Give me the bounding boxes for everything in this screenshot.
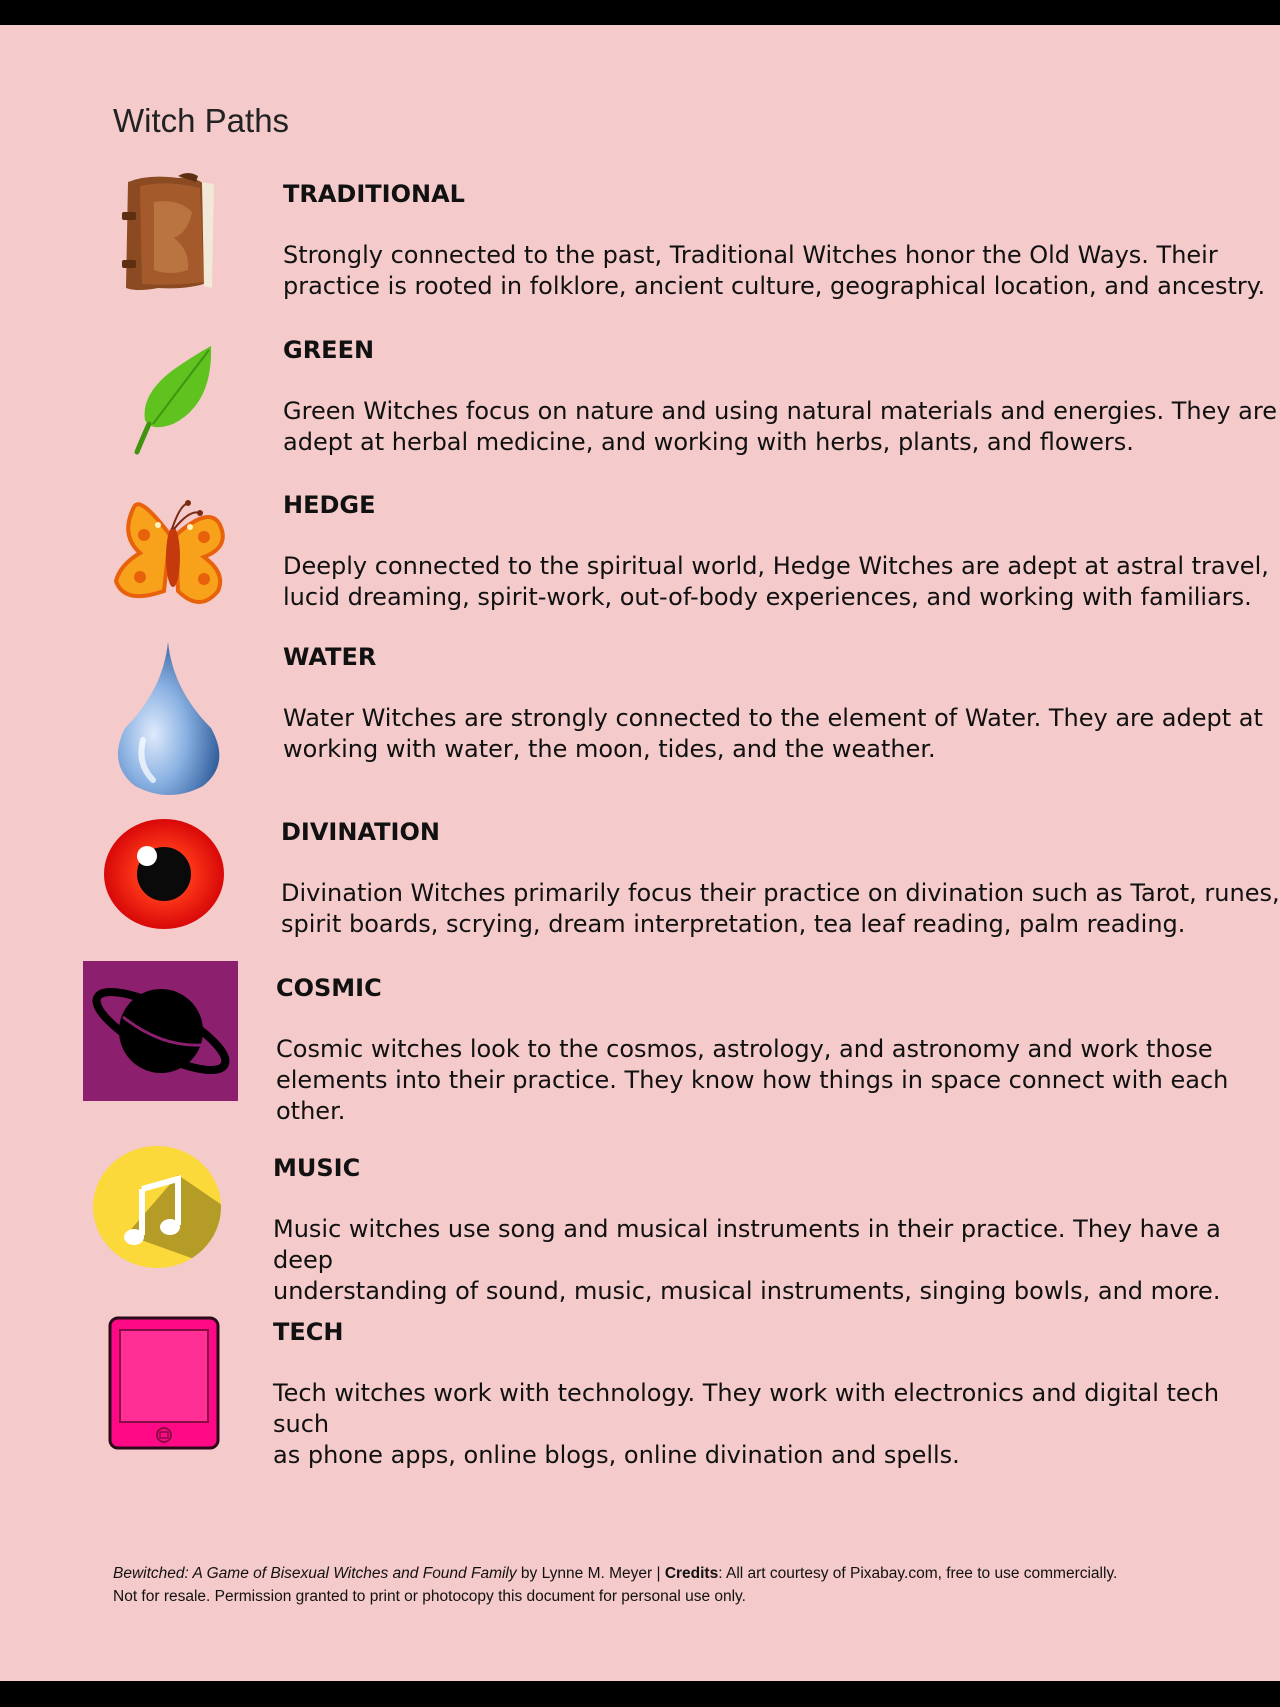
entry-heading: TECH [273,1318,344,1346]
entry-heading: GREEN [283,336,375,364]
entry-description: Cosmic witches look to the cosmos, astrology, and astronomy and work those elements into their practice. They know how things in space connect with each other. [276,1035,1229,1125]
entry-description: Deeply connected to the spiritual world, Hedge Witches are adept at astral travel, lucid dreaming, spirit-work, out-of-body experiences, and working with familiars. [283,552,1269,611]
bottom-border [0,1681,1280,1707]
entry-cosmic [276,974,1280,1127]
footer-credits-label: Credits [664,1565,719,1582]
entry-heading: MUSIC [273,1154,361,1182]
footer-credits [113,1562,1123,1608]
music-note-icon [92,1145,222,1269]
footer-credits-text: : All art courtesy of Pixabay.com, free to use commercially. Not for resale. Permission granted to print or photocopy this document for personal use only. [113,1565,1118,1605]
water-drop-icon [113,640,223,796]
entry-description: Water Witches are strongly connected to the element of Water. They are adept at working with water, the moon, tides, and the weather. [283,704,1263,763]
entry-green [283,336,1277,458]
butterfly-icon [110,495,236,613]
footer-title: Bewitched: A Game of Bisexual Witches and Found Family [113,1565,517,1582]
tablet-icon [108,1316,220,1450]
entry-description: Music witches use song and musical instruments in their practice. They have a deep understanding of sound, music, musical instruments, singing bowls, and more. [273,1215,1221,1305]
entry-hedge [283,491,1269,613]
entry-heading: DIVINATION [281,818,440,846]
entry-description: Strongly connected to the past, Traditional Witches honor the Old Ways. Their practice is rooted in folklore, ancient culture, geographical location, and ancestry. [283,241,1266,300]
entry-traditional [283,180,1265,302]
entry-divination [281,818,1280,940]
book-icon [118,172,218,300]
entry-heading: COSMIC [276,974,382,1002]
page-title: Witch Paths [113,102,290,139]
entry-heading: HEDGE [283,491,376,519]
top-border [0,0,1280,25]
entry-description: Divination Witches primarily focus their practice on divination such as Tarot, runes, spirit boards, scrying, dream interpretation, tea leaf reading, palm reading. [281,879,1280,938]
entry-heading: WATER [283,643,377,671]
planet-icon [83,961,238,1101]
entry-description: Tech witches work with technology. They work with electronics and digital tech such as phone apps, online blogs, online divination and spells. [273,1379,1220,1469]
entry-description: Green Witches focus on nature and using natural materials and energies. They are adept at herbal medicine, and working with herbs, plants, and flowers. [283,397,1277,456]
entry-music [273,1154,1280,1307]
entry-water [283,643,1263,765]
entry-tech [273,1318,1280,1471]
footer-author: by Lynne M. Meyer | [516,1565,665,1582]
entry-heading: TRADITIONAL [283,180,465,208]
eye-icon [103,818,225,930]
leaf-icon [133,344,215,456]
